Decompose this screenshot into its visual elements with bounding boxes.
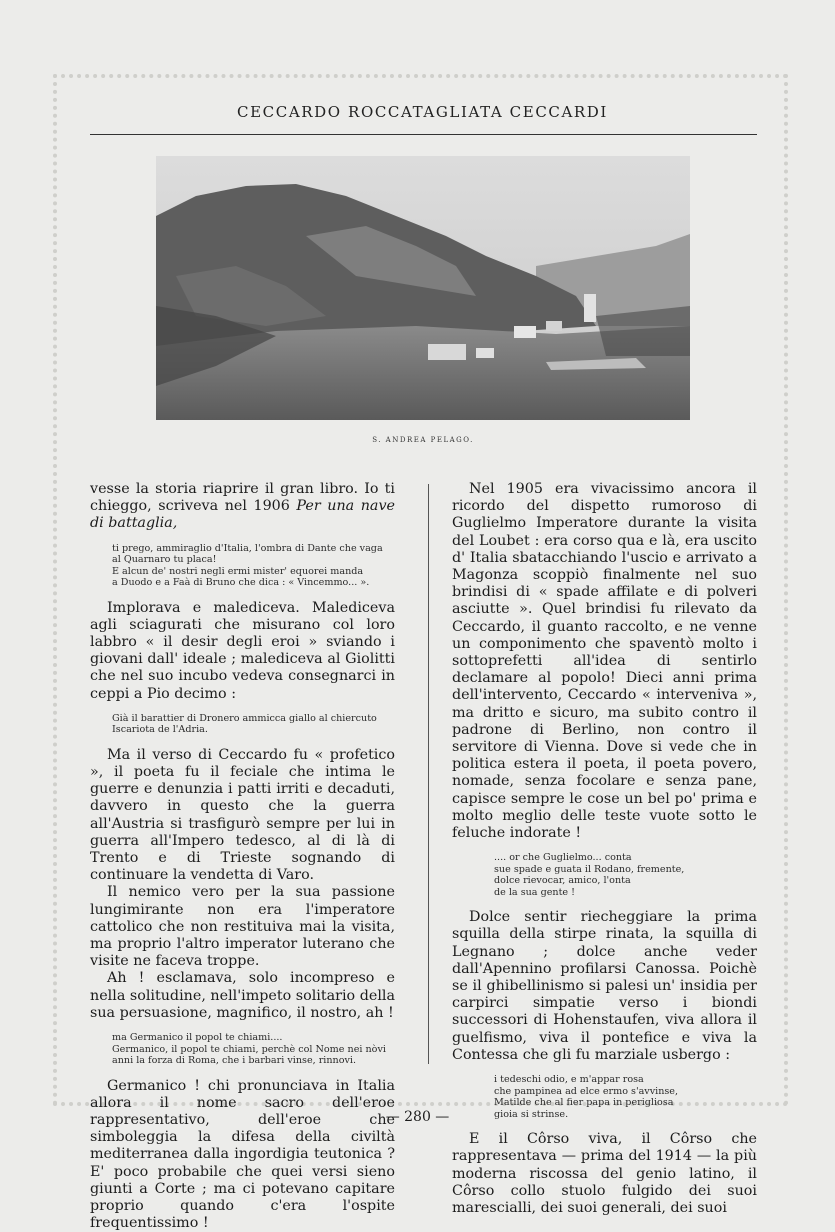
photo-caption: S. ANDREA PELAGO. <box>372 436 474 444</box>
running-header: CECCARDO ROCCATAGLIATA CECCARDI <box>237 103 608 121</box>
page-number: — 280 — <box>385 1109 450 1125</box>
paragraph: Ma il verso di Ceccardo fu « profetico », il poeta fu il feciale che intima le guerre e denunzia i patti irriti e decaduti, davvero in questo che la guerra all'Austria si trasfigurò sempre per lui in guerra all'Impero tedesco, al di là di Trento e di Trieste sognando di continuare la vendetta di Varo. <box>90 746 395 884</box>
paragraph: Germanico ! chi pronunciava in Italia allora il nome sacro dell'eroe rappresentativo, dell'eroe che simboleggia la difesa della civiltà mediterranea dalla ingordigia teutonica ? E' poco probabile che quei versi sieno giunti a Corte ; ma ci potevano capitare proprio quando c'era l'ospite frequentissimo ! <box>90 1077 395 1232</box>
verse-quote: ma Germanico il popol te chiami.... Germanico, il popol te chiami, perchè col Nome nei nòvi anni la forza di Roma, che i barbari vinse, rinnovi. <box>112 1032 386 1067</box>
paragraph: Implorava e malediceva. Malediceva agli sciagurati che misurano col loro labbro « il desir degli eroi » sviando i giovani dall' ideale ; malediceva al Giolitti che nel suo incubo vedeva consegnarci in ceppi a Pio decimo : <box>90 599 395 702</box>
header-rule <box>90 134 757 135</box>
paragraph: Ah ! esclamava, solo incompreso e nella solitudine, nell'impeto solitario della sua persuasione, magnifico, il nostro, ah ! <box>90 970 395 1021</box>
paragraph: E il Côrso viva, il Côrso che rappresentava — prima del 1914 — la più moderna riscossa del genio latino, il Côrso collo stuolo fulgido dei suoi marescialli, dei suoi generali, dei suoi <box>452 1131 757 1216</box>
paragraph: vesse la storia riaprire il gran libro. Io ti chieggo, scriveva nel 1906 Per una nave di battaglia, <box>90 481 395 532</box>
paragraph: Il nemico vero per la sua passione lungimirante non era l'imperatore cattolico che non restituiva mai la visita, ma proprio l'altro imperator luterano che visite ne faceva troppe. <box>90 884 395 970</box>
landscape-photo-drawing <box>156 156 690 420</box>
right-column <box>452 481 757 1217</box>
verse-quote: ti prego, ammiraglio d'Italia, l'ombra di Dante che vaga al Quarnaro tu placa! E alcun de' nostri negli ermi mister' equorei manda a Duodo e a Faà di Bruno che dica : « Vincemmo... ». <box>112 542 383 589</box>
verse-quote: Già il barattier di Dronero ammicca giallo al chiercuto Iscariota de l'Adria. <box>112 712 377 736</box>
column-divider <box>428 484 429 1064</box>
paragraph: Dolce sentir riecheggiare la prima squilla della stirpe rinata, la squilla di Legnano ; dolce anche veder dall'Apennino profilarsi Canossa. Poichè se il ghibellinismo si palesi un' insidia per carpirci simpatie verso i biondi successori di Hohenstaufen, viva allora il guelfismo, viva il pontefice e viva la Contessa che gli fu marziale usbergo : <box>452 909 757 1063</box>
italic-title: Per una nave di battaglia, <box>90 498 395 532</box>
verse-quote: i tedeschi odio, e m'appar rosa che pampinea ad elce ermo s'avvinse, Matilde che al fier papa in perigliosa gioia si strinse. <box>494 1074 679 1120</box>
landscape-photo <box>156 156 690 420</box>
paragraph: Nel 1905 era vivacissimo ancora il ricordo del dispetto rumoroso di Guglielmo Imperatore durante la visita del Loubet : era corso qua e là, era uscito d' Italia sbatacchiando l'uscio e arrivato a Magonza scoppiò finalmente nel suo brindisi di « spade affilate e di polveri asciutte ». Quel brindisi fu rilevato da Ceccardo, il guanto raccolto, e ne venne un componimento che spaventò molto i sottoprefetti all'idea di sentirlo declamare al popolo! Dieci anni prima dell'intervento, Ceccardo « interveniva », ma dritto e sicuro, ma subito contro il padrone di Berlino, non contro il servitore di Vienna. Dove si vede che in politica estera il poeta, il poeta povero, nomade, senza focolare e senza pane, capisce sempre le cose un bel po' prima e molto meglio delle teste vuote sotto le feluche indorate ! <box>452 481 757 842</box>
verse-quote: .... or che Guglielmo... conta sue spade e guata il Rodano, fremente, dolce rievocar, amico, l'onta de la sua gente ! <box>494 852 685 898</box>
